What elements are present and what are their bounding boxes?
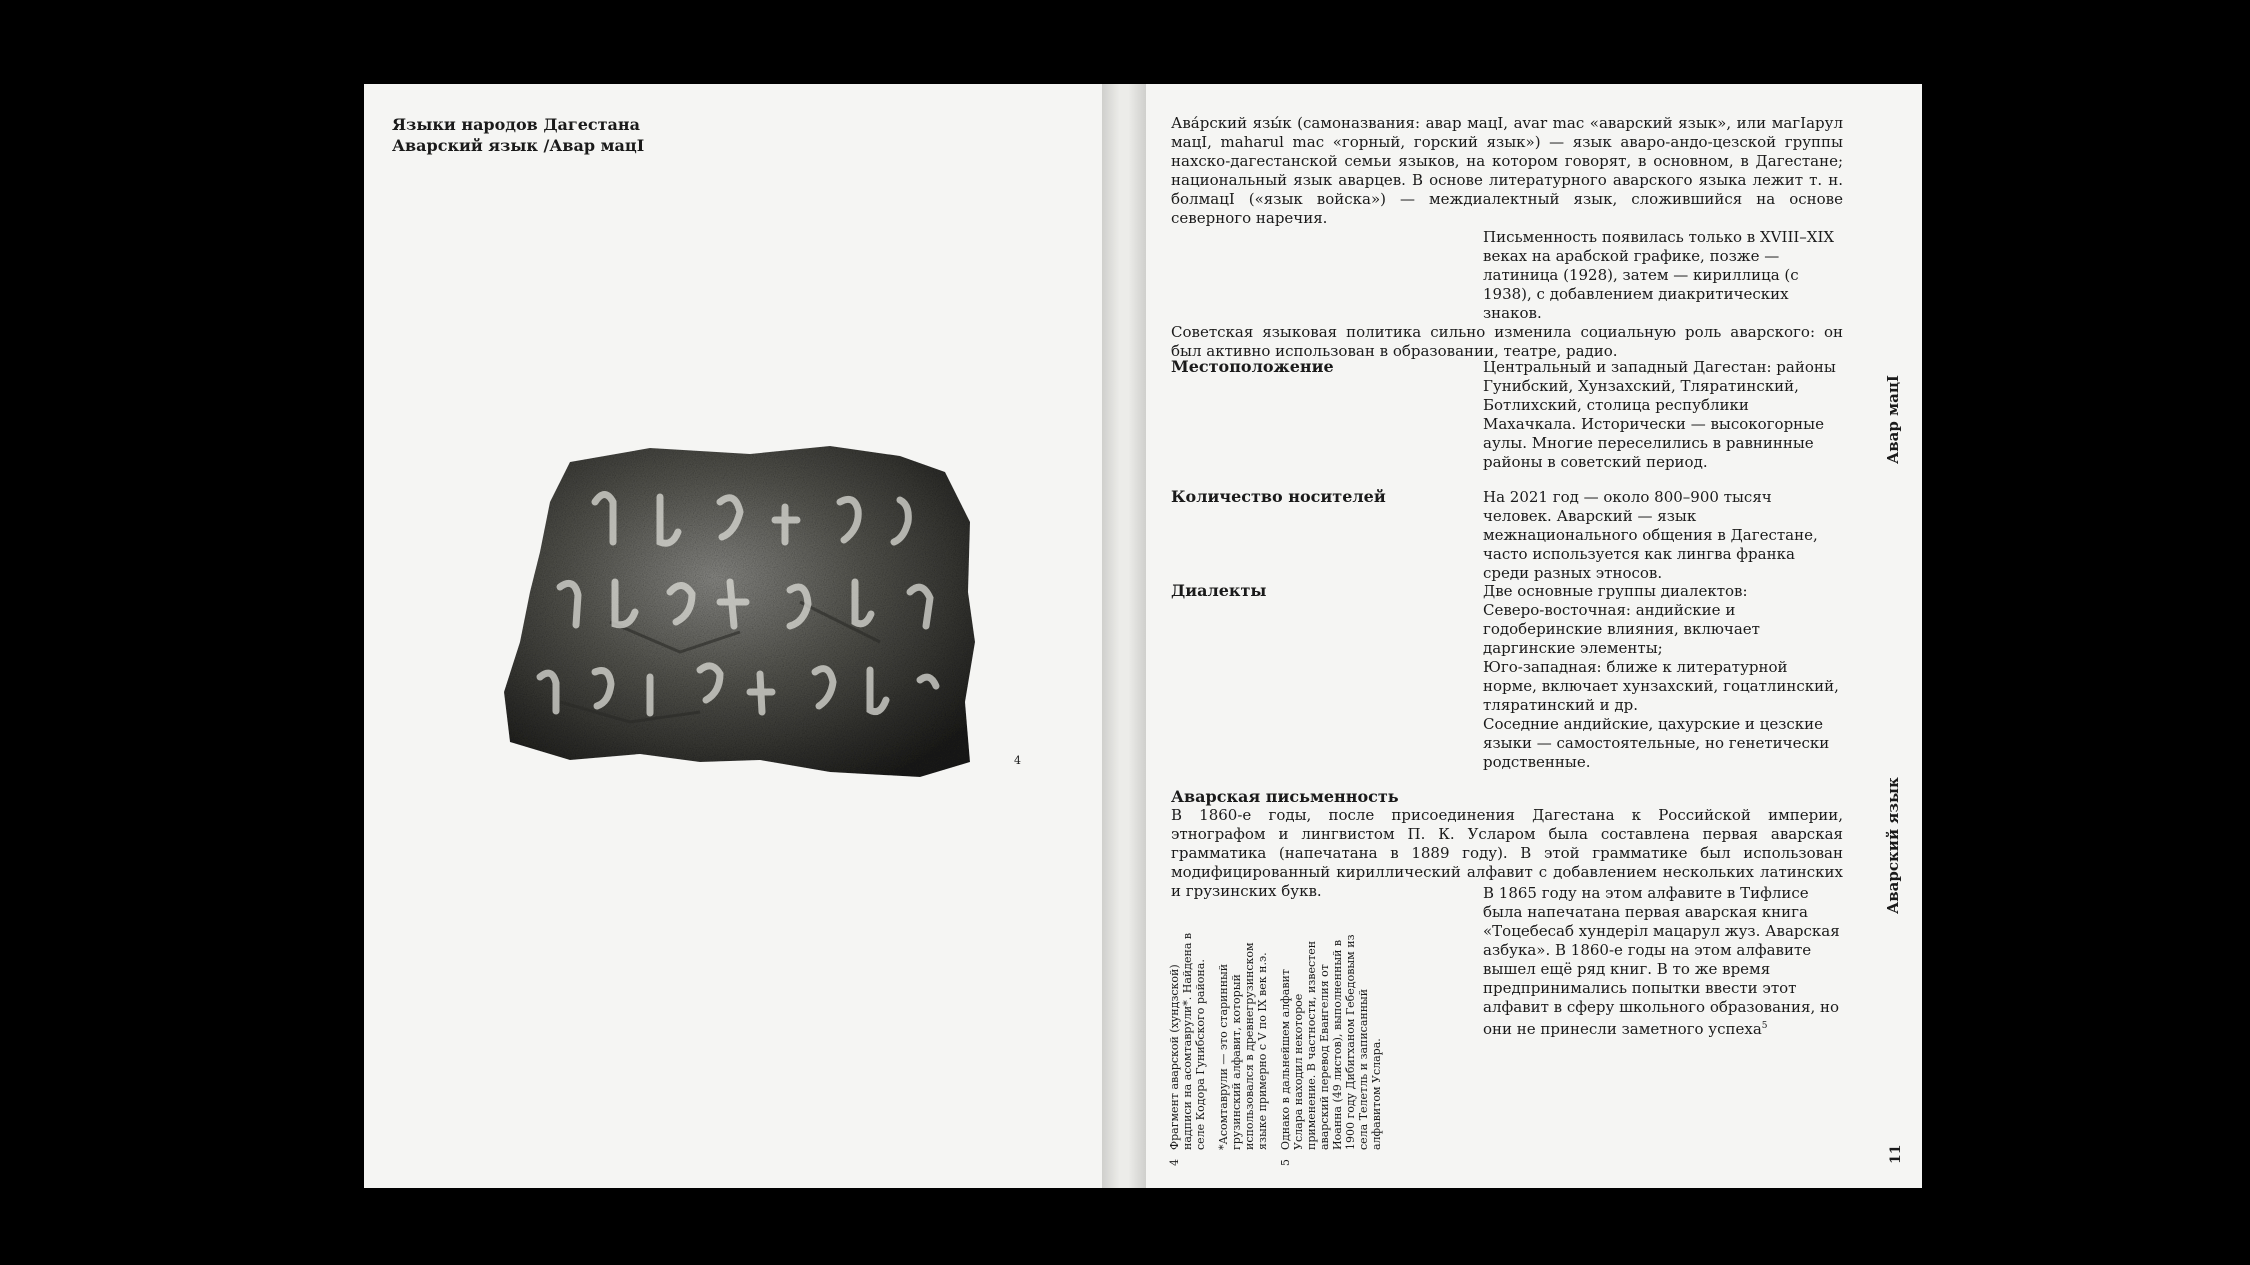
book-gutter bbox=[1102, 84, 1146, 1188]
footnote-5 bbox=[1279, 928, 1383, 1166]
footnote-ref-5: 5 bbox=[1761, 1021, 1768, 1031]
stone-inscription-illustration bbox=[500, 442, 980, 784]
speakers-label: Количество носителей bbox=[1171, 487, 1386, 506]
location-label: Местоположение bbox=[1171, 357, 1334, 376]
running-head-top: Авар мацI bbox=[1884, 375, 1902, 464]
series-title: Языки народов Дагестана bbox=[392, 115, 640, 134]
left-page bbox=[364, 84, 1102, 1188]
right-page bbox=[1146, 84, 1922, 1188]
intro-paragraph-2: Письменность появилась только в XVIII–XIX веках на арабской графике, позже — латиница (1928), затем — кириллица (с 1938), с добавлением диакритических знаков. bbox=[1483, 228, 1835, 322]
figure-number: 4 bbox=[1014, 754, 1021, 767]
footnote-text: Фрагмент аварской (хундзской) надписи на асомтаврули*. Найдена в селе Кодора Гунибского района. bbox=[1168, 932, 1207, 1150]
dialects-line-2: Северо-восточная: андийские и годоберинские влияния, включает даргинские элементы; bbox=[1483, 601, 1760, 657]
stone-inscription-image bbox=[500, 442, 980, 784]
dialects-line-4: Соседние андийские, цахурские и цезские языки — самостоятельные, но генетически родственные. bbox=[1483, 715, 1830, 771]
speakers-text: На 2021 год — около 800–900 тысяч человек. Аварский — язык межнационального общения в Дагестане, часто используется как лингва франка среди разных этносов. bbox=[1483, 488, 1818, 582]
dialects-label: Диалекты bbox=[1171, 581, 1267, 600]
footnote-number: 4 bbox=[1168, 1159, 1181, 1166]
language-title: Аварский язык /Авар мацI bbox=[392, 136, 645, 155]
footnote-4 bbox=[1168, 928, 1207, 1166]
dialects-text bbox=[1483, 582, 1845, 772]
writing-section-title: Аварская письменность bbox=[1171, 787, 1399, 806]
footnote-text: Однако в дальнейшем алфавит Услара находил некоторое применение. В частности, известен аварский перевод Евангелия от Иоанна (49 листов), выполненный в 1900 году Дибиrханом Гебедовым из села Телетль и записанный алфавитом Услара. bbox=[1279, 934, 1383, 1150]
intro-paragraph-3: Советская языковая политика сильно изменила социальную роль аварского: он был активно использован в образовании, театре, радио. bbox=[1171, 323, 1843, 360]
footnote-asterisk bbox=[1217, 928, 1269, 1166]
page-number: 11 bbox=[1888, 1144, 1904, 1164]
dialects-line-1: Две основные группы диалектов: bbox=[1483, 582, 1748, 600]
location-text: Центральный и западный Дагестан: районы Гунибский, Хунзахский, Тляратинский, Ботлихский, столица республики Махачкала. Исторически — высокогорные аулы. Многие переселились в равнинные районы в советский период. bbox=[1483, 358, 1836, 471]
intro-text bbox=[1171, 114, 1843, 361]
intro-paragraph-1: Ава́рский язы́к (самоназвания: авар мацI, avar mac «аварский язык», или магIарул мацI, maharul mac «горный, горский язык») — язык аваро-андо-цезской группы нахско-дагестанской семьи языков, на котором говорят, в основном, в Дагестане; национальный язык аварцев. В основе литературного аварского языка лежит т. н. болмацI («язык войска») — междиалектный язык, сложившийся на основе северного наречия. bbox=[1171, 114, 1843, 227]
writing-paragraph-2 bbox=[1483, 884, 1845, 1039]
writing-paragraph-2-text: В 1865 году на этом алфавите в Тифлисе была напечатана первая аварская книга «Тоцебесаб хундерiл мацаpул жуз. Аварская азбука». В 1860-е годы на этом алфавите вышел ещё ряд книг. В то же время предпринимались попытки ввести этот алфавит в сферу школьного образования, но они не принесли заметного успеха bbox=[1483, 884, 1840, 1038]
dialects-line-3: Юго-западная: ближе к литературной норме, включает хунзахский, гоцатлинский, тляратинский и др. bbox=[1483, 658, 1839, 714]
footnote-number: 5 bbox=[1279, 1159, 1292, 1166]
footnote-number bbox=[1217, 1150, 1269, 1166]
footnote-text: *Асомтаврули — это старинный грузинский алфавит, который использовался в древнегрузинском языке примерно с V по IX век н.э. bbox=[1217, 942, 1269, 1150]
footnotes bbox=[1168, 928, 1383, 1166]
left-page-header bbox=[392, 114, 792, 156]
running-head-bottom: Аварский язык bbox=[1884, 777, 1902, 914]
writing-paragraph-1: В 1860-е годы, после присоединения Дагестана к Российской империи, этнографом и лингвистом П. К. Усларом была составлена первая аварская грамматика (напечатана в 1889 году). В этой грамматике был использован модифицированный кириллический алфавит с добавлением нескольких латинских и грузинских букв. bbox=[1171, 806, 1843, 900]
